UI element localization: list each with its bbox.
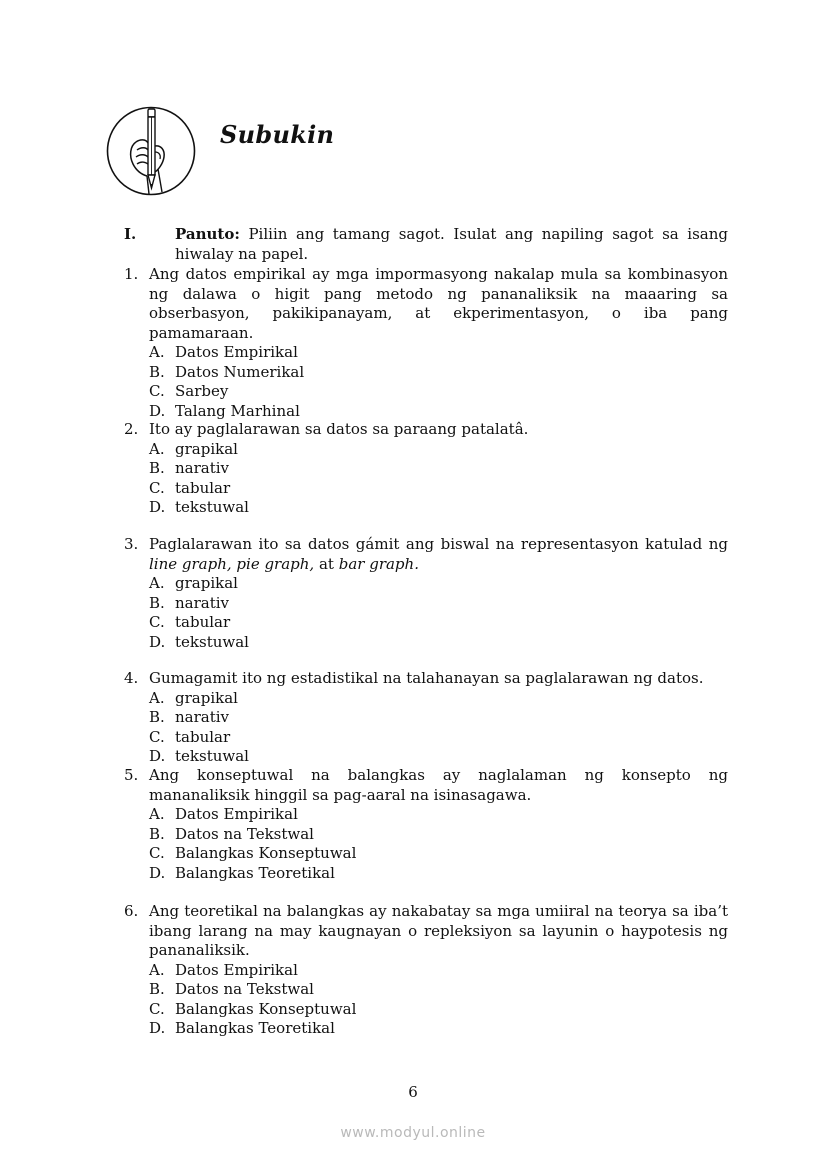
- choice-letter: A.: [149, 439, 165, 458]
- choice-a[interactable]: [149, 574, 728, 594]
- choice-text: Balangkas Konseptuwal: [175, 999, 357, 1018]
- choice-letter: D.: [149, 401, 166, 420]
- choice-letter: A.: [149, 960, 165, 979]
- instructions-label: Panuto:: [175, 225, 240, 243]
- choice-text: Talang Marhinal: [175, 401, 300, 420]
- question-number: 6.: [124, 902, 139, 920]
- choice-letter: B.: [149, 593, 165, 612]
- choice-text: narativ: [175, 593, 230, 612]
- question-6: [124, 902, 728, 1039]
- choice-text: tekstuwal: [175, 498, 249, 516]
- choice-letter: D.: [149, 498, 166, 516]
- choice-letter: C.: [149, 844, 165, 862]
- choice-text: narativ: [175, 708, 230, 726]
- instructions-text-block: [175, 224, 728, 264]
- choice-d[interactable]: [149, 747, 728, 767]
- choice-letter: D.: [149, 1019, 166, 1037]
- question-number: 3.: [124, 535, 139, 553]
- question-stem: Ang datos empirikal ay mga impormasyong nakalap mula sa kombinasyon ng dalawa o higit pang metodo ng pananaliksik na maaaring sa obserbasyon, pakikipanayam, at ekperimentasyon, o iba pang pamamaraan.: [149, 265, 728, 342]
- choice-list: [149, 961, 728, 1039]
- choice-text: grapikal: [175, 688, 238, 707]
- question-5: [124, 766, 728, 883]
- choice-c[interactable]: [149, 479, 728, 499]
- stem-italic-graph-types: line graph, pie graph,: [149, 554, 315, 573]
- choice-text: tekstuwal: [175, 632, 249, 651]
- question-number: 2.: [124, 420, 139, 438]
- choice-text: tabular: [175, 478, 231, 497]
- instructions: [124, 224, 728, 264]
- question-number: 1.: [124, 265, 139, 283]
- choice-a[interactable]: [149, 343, 728, 363]
- question-number: 4.: [124, 669, 139, 687]
- choice-letter: D.: [149, 632, 166, 651]
- choice-letter: A.: [149, 343, 165, 361]
- choice-text: tabular: [175, 613, 231, 631]
- question-2: [124, 420, 728, 518]
- page-number: 6: [408, 1083, 418, 1101]
- choice-text: Sarbey: [175, 382, 229, 400]
- choice-list: [149, 689, 728, 767]
- choice-b[interactable]: [149, 594, 728, 614]
- choice-c[interactable]: [149, 613, 728, 633]
- choice-letter: C.: [149, 613, 165, 631]
- choice-text: Datos Empirikal: [175, 343, 298, 361]
- choice-list: [149, 440, 728, 518]
- choice-letter: B.: [149, 362, 165, 381]
- choice-letter: A.: [149, 688, 165, 707]
- choice-c[interactable]: [149, 382, 728, 402]
- choice-list: [149, 343, 728, 421]
- choice-text: tabular: [175, 727, 231, 746]
- choice-text: grapikal: [175, 574, 238, 592]
- choice-letter: C.: [149, 382, 165, 400]
- choice-b[interactable]: [149, 825, 728, 845]
- choice-text: Datos na Tekstwal: [175, 824, 314, 843]
- section-title: Subukin: [220, 120, 335, 149]
- choice-b[interactable]: [149, 363, 728, 383]
- choice-text: grapikal: [175, 439, 238, 458]
- choice-text: Datos Empirikal: [175, 805, 298, 823]
- choice-text: Datos Numerikal: [175, 362, 305, 381]
- stem-italic-bar-graph: bar graph.: [338, 554, 419, 573]
- choice-text: Datos Empirikal: [175, 960, 298, 979]
- choice-b[interactable]: [149, 708, 728, 728]
- hand-holding-pencil-icon: [106, 106, 196, 196]
- question-stem: Ito ay paglalarawan sa datos sa paraang patalatâ.: [149, 420, 529, 438]
- choice-d[interactable]: [149, 864, 728, 884]
- instructions-number: I.: [124, 225, 137, 243]
- choice-letter: B.: [149, 824, 165, 843]
- choice-d[interactable]: [149, 498, 728, 518]
- question-number: 5.: [124, 766, 139, 784]
- choice-c[interactable]: [149, 1000, 728, 1020]
- instructions-text: Piliin ang tamang sagot. Isulat ang napiling sagot sa isang hiwalay na papel.: [175, 225, 728, 263]
- choice-text: narativ: [175, 459, 230, 477]
- choice-d[interactable]: [149, 1019, 728, 1039]
- question-3: [124, 535, 728, 652]
- stem-text: at: [314, 554, 339, 573]
- choice-letter: C.: [149, 727, 165, 746]
- choice-d[interactable]: [149, 633, 728, 653]
- choice-b[interactable]: [149, 980, 728, 1000]
- choice-letter: B.: [149, 708, 165, 726]
- question-stem: Gumagamit ito ng estadistikal na talahanayan sa paglalarawan ng datos.: [149, 669, 704, 687]
- choice-c[interactable]: [149, 844, 728, 864]
- choice-letter: C.: [149, 478, 165, 497]
- choice-letter: A.: [149, 574, 165, 592]
- question-4: [124, 669, 728, 767]
- watermark: www.modyul.online: [340, 1125, 486, 1141]
- choice-c[interactable]: [149, 728, 728, 748]
- choice-text: Balangkas Konseptuwal: [175, 844, 357, 862]
- choice-d[interactable]: [149, 402, 728, 422]
- choice-text: Datos na Tekstwal: [175, 980, 314, 998]
- choice-a[interactable]: [149, 805, 728, 825]
- choice-a[interactable]: [149, 961, 728, 981]
- choice-letter: B.: [149, 459, 165, 477]
- question-1: [124, 265, 728, 421]
- choice-letter: D.: [149, 747, 166, 765]
- choice-text: Balangkas Teoretikal: [175, 1019, 335, 1037]
- question-stem: Ang teoretikal na balangkas ay nakabatay sa mga umiiral na teorya sa iba’t ibang larang na may kaugnayan o repleksiyon sa layunin o haypotesis ng pananaliksik.: [149, 902, 728, 959]
- choice-letter: D.: [149, 863, 166, 882]
- stem-text: Paglalarawan ito sa datos gámit ang biswal na representasyon katulad ng: [149, 535, 728, 553]
- question-stem: [149, 535, 728, 574]
- choice-text: tekstuwal: [175, 747, 249, 765]
- choice-b[interactable]: [149, 459, 728, 479]
- choice-a[interactable]: [149, 689, 728, 709]
- choice-a[interactable]: [149, 440, 728, 460]
- choice-text: Balangkas Teoretikal: [175, 863, 335, 882]
- choice-letter: A.: [149, 805, 165, 823]
- choice-letter: B.: [149, 980, 165, 998]
- choice-list: [149, 574, 728, 652]
- choice-list: [149, 805, 728, 883]
- choice-letter: C.: [149, 999, 165, 1018]
- question-stem: Ang konseptuwal na balangkas ay naglalaman ng konsepto ng mananaliksik hinggil sa pag-aaral na isinasagawa.: [149, 766, 728, 804]
